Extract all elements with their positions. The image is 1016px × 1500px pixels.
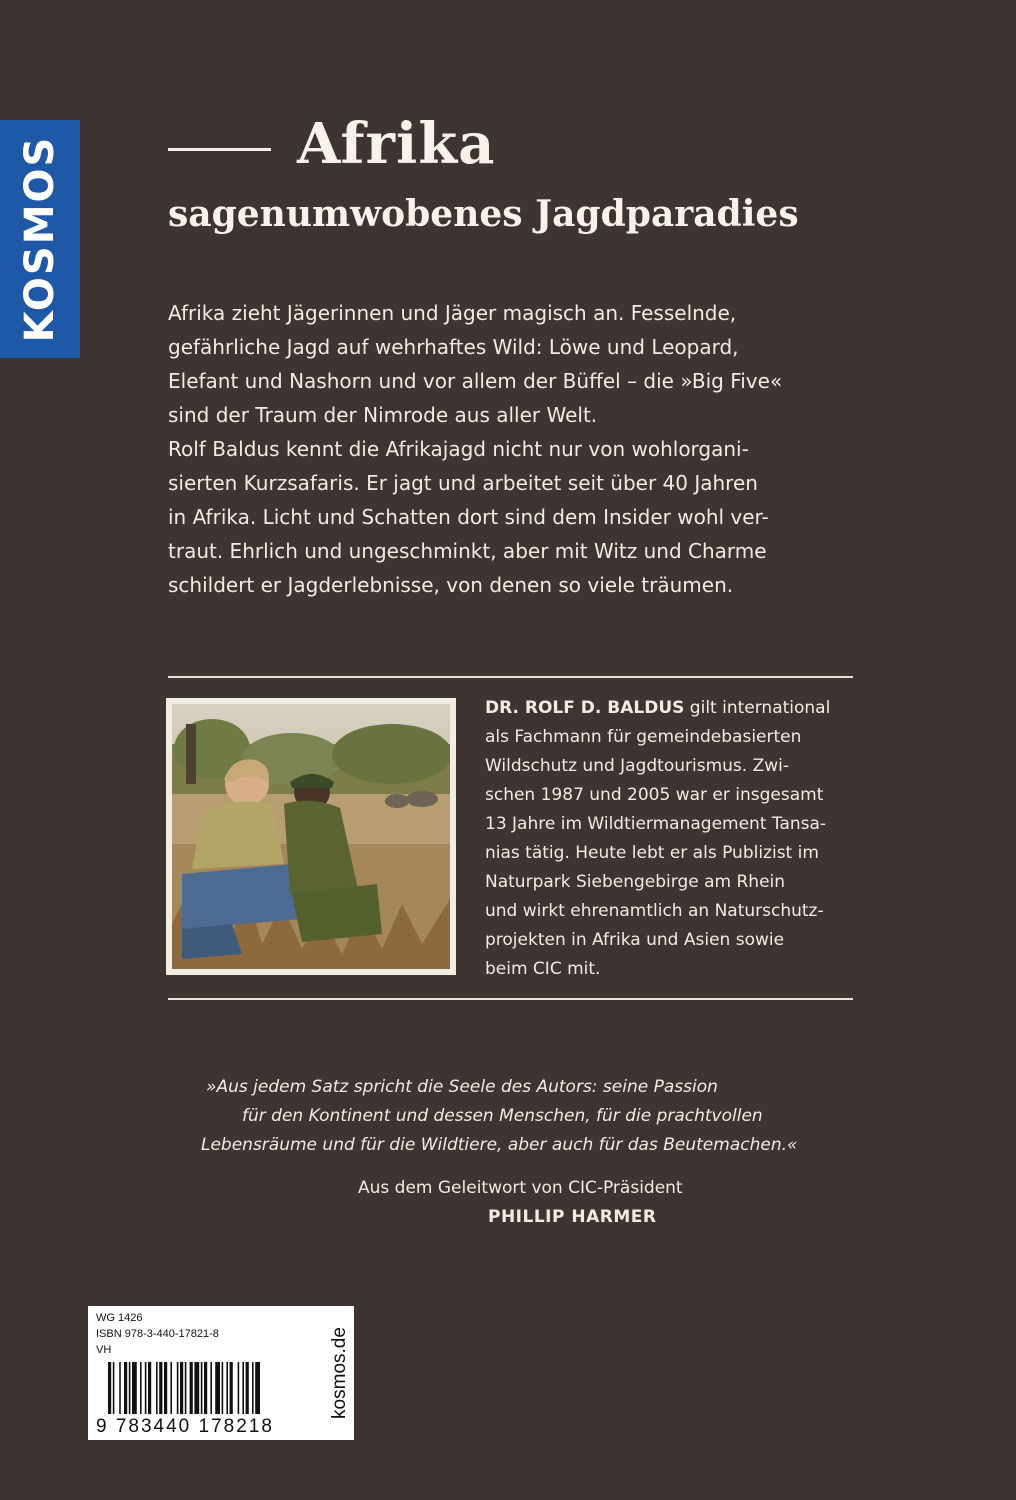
bio-line: beim CIC mit. [485, 959, 601, 979]
barcode-bar [230, 1362, 233, 1414]
kosmos-logo-tab [0, 120, 80, 358]
attribution-text: Aus dem Geleitwort von CIC-Präsident [358, 1178, 683, 1198]
bio-line: 13 Jahre im Wildtiermanagement Tansa- [485, 814, 827, 834]
website-strip [326, 1306, 354, 1440]
barcode-bar [108, 1362, 111, 1414]
barcode-bar [215, 1362, 220, 1414]
barcode-digits: 9 783440 178218 [96, 1416, 274, 1437]
bio-line: projekten in Afrika und Asien sowie [485, 930, 785, 950]
quote-line: Lebensräume und für die Wildtiere, aber auch für das Beutemachen.« [201, 1135, 798, 1155]
bio-line: Wildschutz und Jagdtourismus. Zwi- [485, 756, 789, 776]
blurb-line: Rolf Baldus kennt die Afrikajagd nicht nur von wohlorgani- [168, 437, 749, 461]
bio-line: als Fachmann für gemeindebasierten [485, 727, 802, 747]
bio-line: und wirkt ehrenamtlich an Naturschutz- [485, 901, 824, 921]
bio-first-line [485, 694, 865, 723]
barcode-bar [185, 1362, 187, 1414]
barcode-panel [88, 1306, 326, 1440]
barcode-bar [140, 1362, 142, 1414]
website-url: kosmos.de [329, 1327, 350, 1419]
barcode-bar [238, 1362, 240, 1414]
barcode-bar [255, 1362, 260, 1414]
barcode-bar [170, 1362, 172, 1414]
bio-line: Naturpark Siebengebirge am Rhein [485, 872, 786, 892]
barcode-bar [129, 1362, 131, 1414]
author-photo-illustration [172, 704, 450, 969]
barcode-bar [132, 1362, 137, 1414]
author-bio [485, 694, 865, 984]
barcode-bar [222, 1362, 224, 1414]
barcode-bar [177, 1362, 179, 1414]
barcode-bar [148, 1362, 151, 1414]
barcode-info [96, 1310, 219, 1358]
barcode-bar [124, 1362, 127, 1414]
blurb-line: traut. Ehrlich und ungeschminkt, aber mit Witz und Charme [168, 539, 767, 563]
barcode-bar [180, 1362, 183, 1414]
author-photo [166, 698, 456, 975]
barcode-bar [145, 1362, 147, 1414]
kosmos-logo: KOSMOS [17, 135, 63, 343]
isbn-number: ISBN 978-3-440-17821-8 [96, 1328, 219, 1340]
barcode-bars [108, 1362, 304, 1414]
barcode-bar [246, 1362, 249, 1414]
barcode-bar [190, 1362, 193, 1414]
bio-line: nias tätig. Heute lebt er als Publizist im [485, 843, 819, 863]
barcode-bar [201, 1362, 203, 1414]
blurb-line: sierten Kurzsafaris. Er jagt und arbeitet seit über 40 Jahren [168, 471, 758, 495]
blurb-line: gefährliche Jagd auf wehrhaftes Wild: Löwe und Leopard, [168, 335, 739, 359]
bio-line: schen 1987 und 2005 war er insgesamt [485, 785, 824, 805]
barcode-bar [156, 1362, 158, 1414]
barcode-bar [113, 1362, 115, 1414]
attribution-name: PHILLIP HARMER [488, 1207, 657, 1227]
divider-bottom [168, 998, 853, 1000]
quote-line: »Aus jedem Satz spricht die Seele des Autors: seine Passion [206, 1077, 718, 1097]
barcode-bar [204, 1362, 207, 1414]
barcode-bar [210, 1362, 212, 1414]
title-dash-rule [168, 148, 271, 151]
blurb-line: schildert er Jagderlebnisse, von denen so viele träumen. [168, 573, 734, 597]
quote-line: für den Kontinent und dessen Menschen, für die prachtvollen [242, 1106, 763, 1126]
barcode-bar [226, 1362, 228, 1414]
book-subtitle: sagenumwobenes Jagdparadies [168, 193, 799, 235]
blurb-line: Afrika zieht Jägerinnen und Jäger magisch an. Fesselnde, [168, 301, 737, 325]
barcode-bar [194, 1362, 199, 1414]
blurb-line: sind der Traum der Nimrode aus aller Welt. [168, 403, 598, 427]
book-title: Afrika [297, 111, 496, 177]
barcode-bar [242, 1362, 244, 1414]
blurb-line: in Afrika. Licht und Schatten dort sind dem Insider wohl ver- [168, 505, 769, 529]
barcode-bar [164, 1362, 167, 1414]
barcode-bar [159, 1362, 162, 1414]
wg-number: WG 1426 [96, 1312, 143, 1324]
quote-attribution [358, 1174, 683, 1232]
divider-top [168, 676, 853, 678]
review-quote [168, 1073, 868, 1160]
author-name: DR. ROLF D. BALDUS [485, 698, 685, 718]
bio-line: gilt international [684, 698, 831, 718]
barcode-bar [252, 1362, 254, 1414]
vh-code: VH [96, 1344, 112, 1356]
blurb-text [168, 296, 868, 602]
blurb-line: Elefant und Nashorn und vor allem der Büffel – die »Big Five« [168, 369, 783, 393]
barcode-bar [119, 1362, 121, 1414]
